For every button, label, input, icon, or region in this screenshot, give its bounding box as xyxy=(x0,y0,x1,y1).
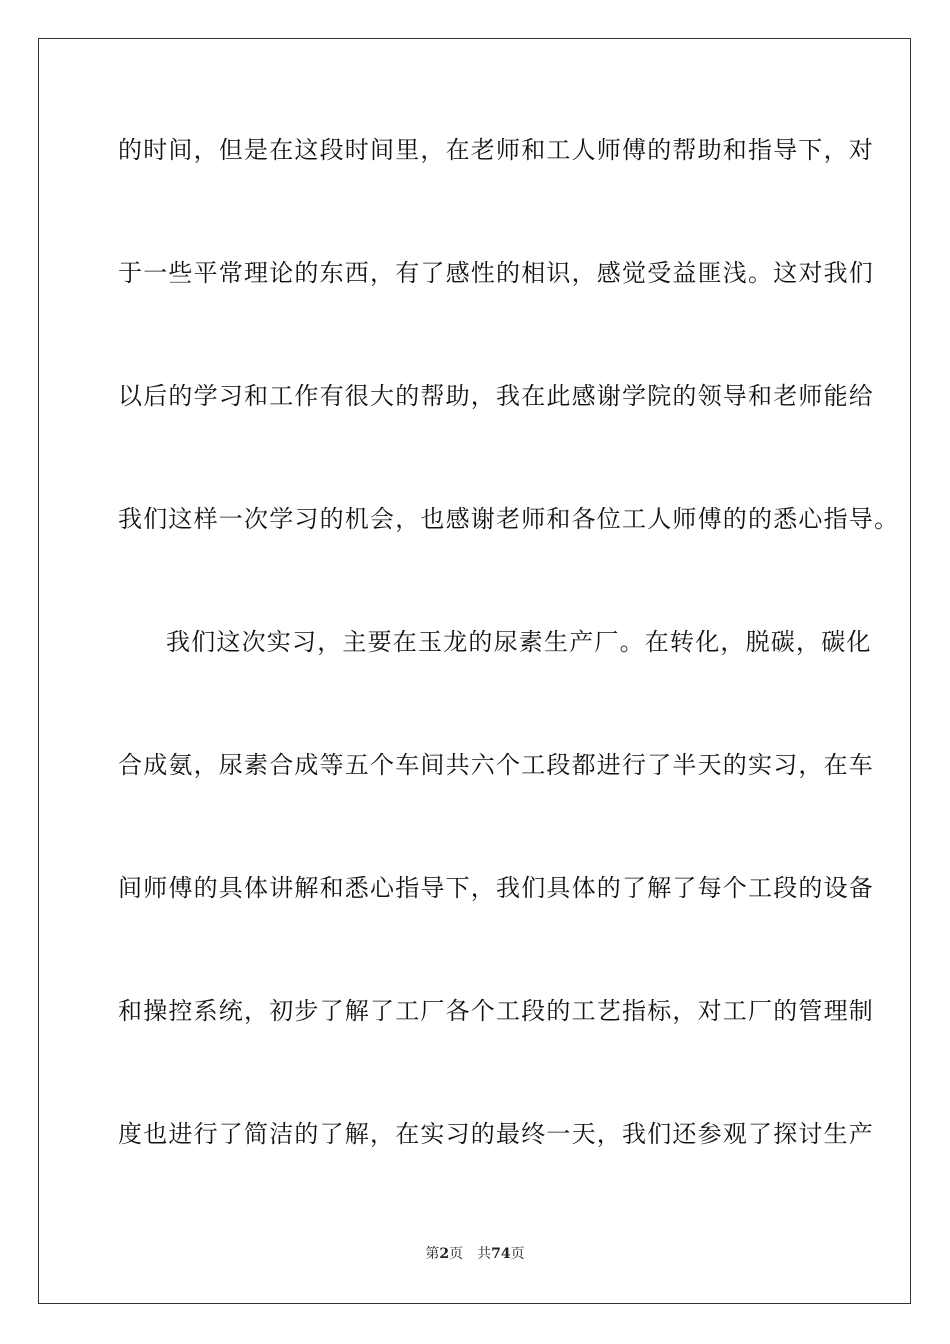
body-line-5-paragraph-start: 我们这次实习，主要在玉龙的尿素生产厂。在转化，脱碳，碳化 xyxy=(166,628,872,656)
page-footer xyxy=(0,1245,950,1263)
page-border xyxy=(38,38,911,1304)
total-suffix: 页 xyxy=(510,1246,525,1262)
total-pages: 74 xyxy=(491,1246,511,1262)
body-line-6: 合成氨，尿素合成等五个车间共六个工段都进行了半天的实习，在车 xyxy=(118,751,874,779)
total-prefix: 共 xyxy=(477,1246,492,1262)
page-prefix: 第 xyxy=(425,1246,440,1262)
body-line-1: 的时间，但是在这段时间里，在老师和工人师傅的帮助和指导下，对 xyxy=(118,136,874,164)
body-line-2: 于一些平常理论的东西，有了感性的相识，感觉受益匪浅。这对我们 xyxy=(118,259,874,287)
body-line-7: 间师傅的具体讲解和悉心指导下，我们具体的了解了每个工段的设备 xyxy=(118,874,874,902)
body-line-9: 度也进行了简洁的了解，在实习的最终一天，我们还参观了探讨生产 xyxy=(118,1120,874,1148)
body-line-4: 我们这样一次学习的机会，也感谢老师和各位工人师傅的的悉心指导。 xyxy=(118,505,900,533)
page-number: 2 xyxy=(439,1246,450,1262)
body-line-8: 和操控系统，初步了解了工厂各个工段的工艺指标，对工厂的管理制 xyxy=(118,997,874,1025)
body-line-3: 以后的学习和工作有很大的帮助，我在此感谢学院的领导和老师能给 xyxy=(118,382,874,410)
page-suffix: 页 xyxy=(449,1246,464,1262)
